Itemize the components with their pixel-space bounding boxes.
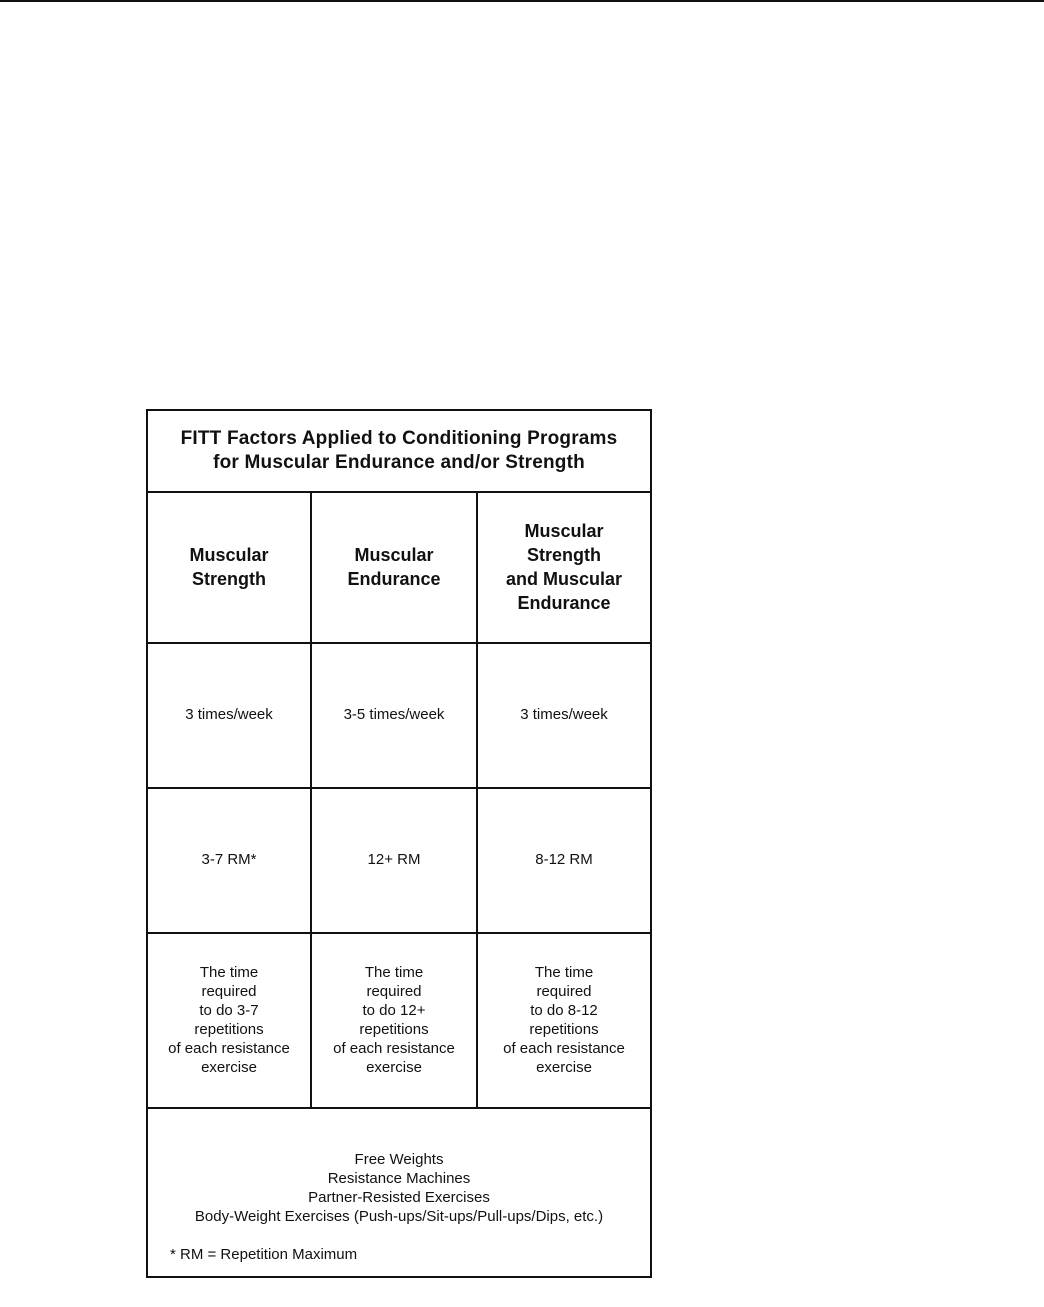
- type-item-partner-resisted: Partner-Resisted Exercises: [308, 1189, 490, 1206]
- type-item-body-weight: Body-Weight Exercises (Push-ups/Sit-ups/Pull-ups/Dips, etc.): [194, 1208, 604, 1225]
- time-row: [148, 932, 650, 1109]
- table-title-box: [148, 411, 650, 493]
- frequency-endurance: 3-5 times/week: [312, 642, 478, 787]
- type-item-free-weights: Free Weights: [354, 1151, 444, 1168]
- exercise-type-list: [148, 1150, 650, 1226]
- fitt-table: [146, 409, 652, 1278]
- header-strength-and-endurance: Muscular Strength and Muscular Endurance: [505, 520, 623, 613]
- intensity-strength: 3-7 RM*: [148, 787, 312, 932]
- time-endurance: The time required to do 12+ repetitions of each resistance exercise: [312, 932, 478, 1107]
- intensity-endurance: 12+ RM: [312, 787, 478, 932]
- header-muscular-strength: Muscular Strength: [148, 491, 312, 642]
- time-combined: The time required to do 8-12 repetitions of each resistance exercise: [503, 963, 625, 1076]
- top-rule: [0, 0, 1044, 2]
- header-muscular-endurance: Muscular Endurance: [312, 491, 478, 642]
- frequency-row: [148, 642, 650, 789]
- header-row: [148, 491, 650, 644]
- time-strength: The time required to do 3-7 repetitions of each resistance exercise: [148, 932, 312, 1107]
- type-row: [148, 1107, 650, 1276]
- intensity-combined: 8-12 RM: [535, 851, 593, 868]
- frequency-strength: 3 times/week: [148, 642, 312, 787]
- frequency-combined: 3 times/week: [520, 706, 608, 723]
- type-item-resistance-machines: Resistance Machines: [327, 1170, 471, 1187]
- intensity-row: [148, 787, 650, 934]
- rm-footnote: * RM = Repetition Maximum: [170, 1246, 358, 1263]
- table-title: FITT Factors Applied to Conditioning Programs for Muscular Endurance and/or Strength: [180, 428, 618, 473]
